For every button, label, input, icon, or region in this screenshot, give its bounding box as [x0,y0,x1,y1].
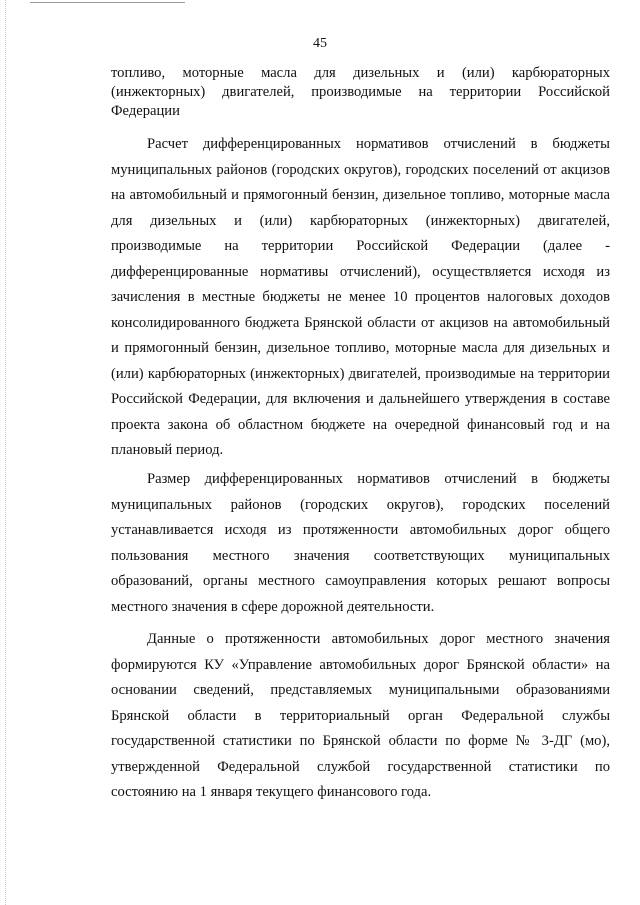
paragraph-size: Размер дифференцированных нормативов отчислений в бюджеты муниципальных районов (городских округов), городских поселений устанавливается исходя из протяженности автомобильных дорог общего пользования местного значения соответствующих муниципальных образований, органы местного самоуправления которых решают вопросы местного значения в сфере дорожной деятельности. [111,471,610,615]
page-number: 45 [313,36,327,51]
left-margin-dotted-line [5,0,6,905]
top-edge-line [30,2,185,3]
paragraph-road-data: Данные о протяженности автомобильных дорог местного значения формируются КУ «Управление автомобильных дорог Брянской области» на основании сведений, представляемых муниципальными образованиями Брянской области в территориальный орган Федеральной службы государственной статистики по Брянской области по форме № 3-ДГ (мо), утвержденной Федеральной службой государственной статистики по состоянию на 1 января текущего финансового года. [111,631,610,800]
heading-continuation: топливо, моторные масла для дизельных и (или) карбюраторных (инжекторных) двигателей, производимые на территории Российской Федерации [111,65,610,119]
paragraph-calculation: Расчет дифференцированных нормативов отчислений в бюджеты муниципальных районов (городских округов), городских поселений от акцизов на автомобильный и прямогонный бензин, дизельное топливо, моторные масла для дизельных и (или) карбюраторных (инжекторных) двигателей, производимые на территории Российской Федерации (далее - дифференцированные нормативы отчислений), осуществляется исходя из зачисления в местные бюджеты не менее 10 процентов налоговых доходов консолидированного бюджета Брянской области от акцизов на автомобильный и прямогонный бензин, дизельное топливо, моторные масла для дизельных и (или) карбюраторных (инжекторных) двигателей, производимые на территории Российской Федерации, для включения и дальнейшего утверждения в составе проекта закона об областном бюджете на очередной финансовый год и на плановый период. [111,136,610,458]
